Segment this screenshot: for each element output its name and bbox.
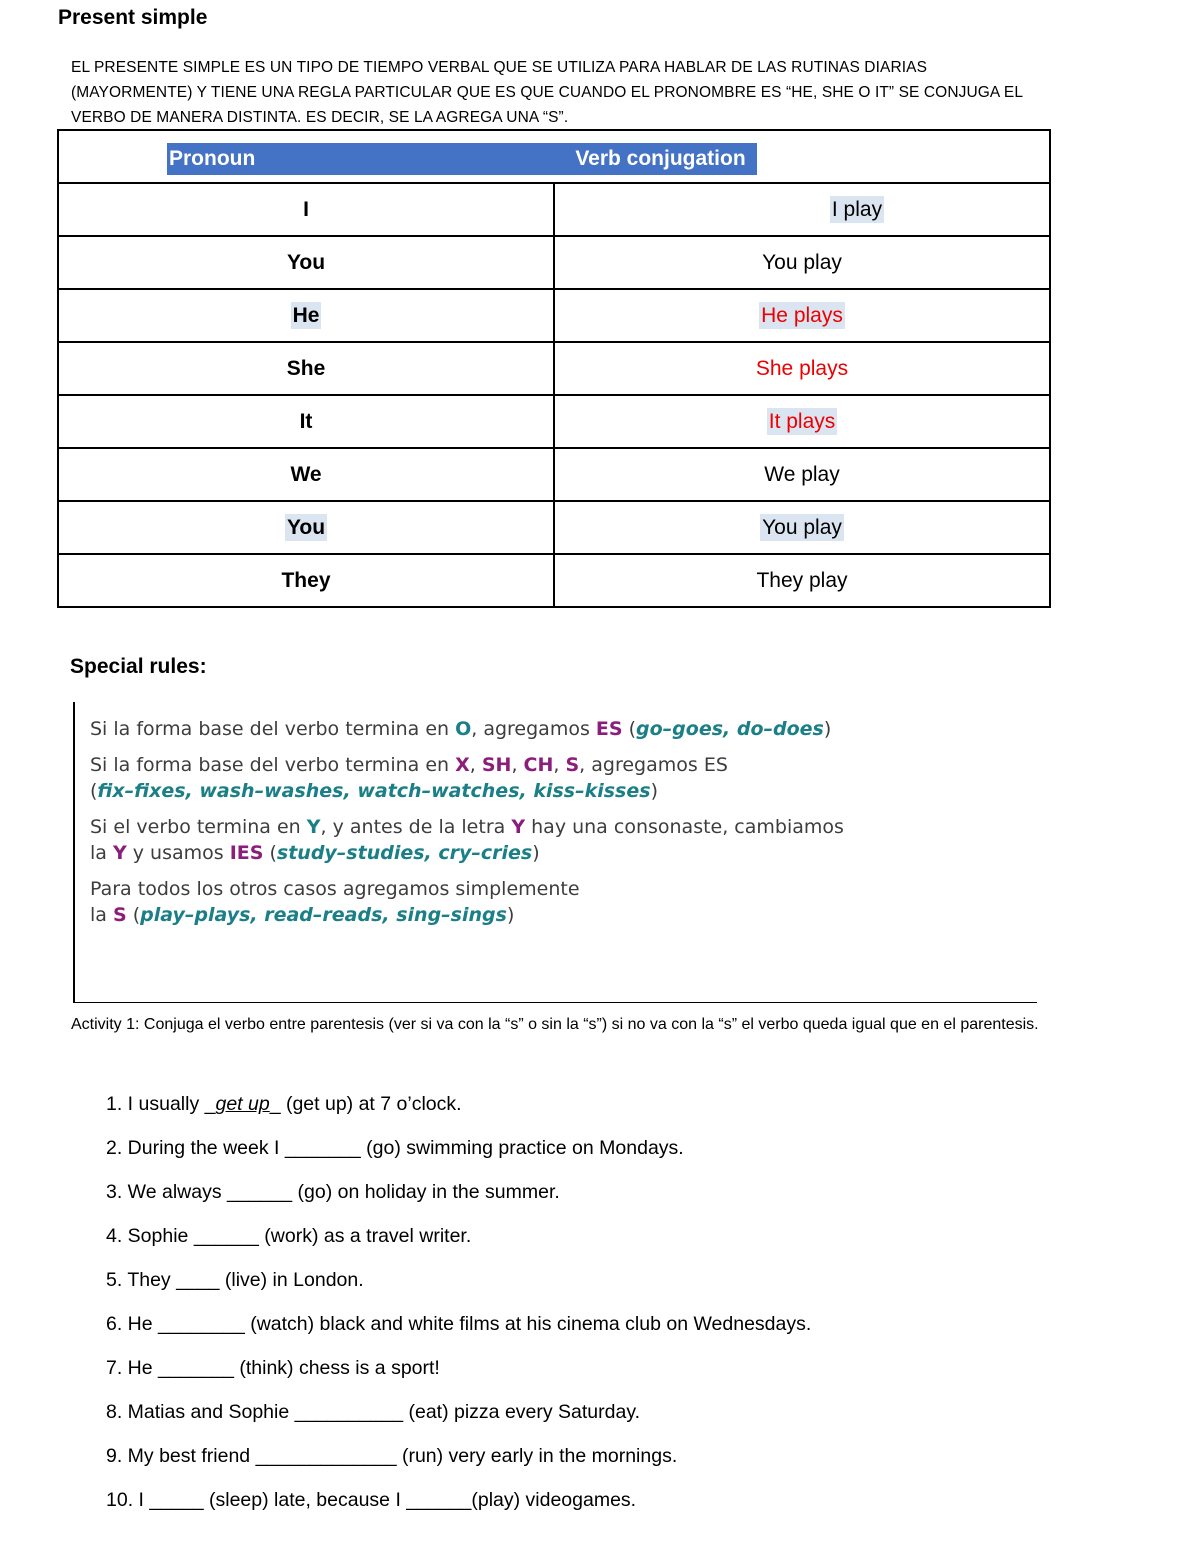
- pronoun-text: He: [292, 303, 320, 327]
- exercise-item: 5. They ____ (live) in London.: [106, 1269, 364, 1291]
- pronoun-text: You: [286, 250, 326, 274]
- exercise-item: 7. He _______ (think) chess is a sport!: [106, 1357, 440, 1379]
- pronoun-text: I: [303, 197, 309, 221]
- page-title: Present simple: [58, 6, 208, 29]
- pronoun-text: It: [299, 409, 313, 433]
- table-row: [58, 289, 1050, 342]
- verb-text: They play: [756, 568, 848, 592]
- pronoun-text: You: [286, 515, 326, 539]
- table-row: [58, 448, 1050, 501]
- verb-cell: [554, 501, 1050, 554]
- verb-cell: [554, 236, 1050, 289]
- pronoun-cell: [58, 342, 554, 395]
- special-rules-box: [73, 702, 1037, 1003]
- verb-cell: [554, 342, 1050, 395]
- verb-text: We play: [764, 462, 840, 486]
- pronoun-cell: [58, 395, 554, 448]
- rule-y-line: Si el verbo termina en Y, y antes de la letra Y hay una consonaste, cambiamos: [90, 816, 844, 838]
- rule-other-examples-line: la S (play–plays, read–reads, sing–sings): [90, 904, 515, 926]
- pronoun-text: She: [286, 356, 326, 380]
- exercise-item: 6. He ________ (watch) black and white films at his cinema club on Wednesdays.: [106, 1313, 812, 1335]
- intro-paragraph: EL PRESENTE SIMPLE ES UN TIPO DE TIEMPO VERBAL QUE SE UTILIZA PARA HABLAR DE LAS RUTINAS DIARIAS (MAYORMENTE) Y TIENE UNA REGLA PARTICULAR QUE ES QUE CUANDO EL PRONOMBRE ES “HE, SHE O IT” SE CONJUGA EL VERBO DE MANERA DISTINTA. ES DECIR, SE LA AGREGA UNA “S”.: [71, 59, 1023, 126]
- exercise-item: 4. Sophie ______ (work) as a travel writer.: [106, 1225, 472, 1247]
- exercise-item: 9. My best friend _____________ (run) very early in the mornings.: [106, 1445, 678, 1467]
- exercise-item: 1. I usually _get up_ (get up) at 7 o’clock.: [106, 1093, 462, 1115]
- conjugation-table: [57, 129, 1051, 608]
- rule-o-line: Si la forma base del verbo termina en O, agregamos ES (go–goes, do–does): [90, 718, 832, 740]
- exercise-item: 10. I _____ (sleep) late, because I ______(play) videogames.: [106, 1489, 637, 1511]
- verb-text: You play: [762, 515, 842, 539]
- header-verb-conjugation: Verb conjugation: [564, 143, 757, 175]
- rule-x-examples-line: (fix–fixes, wash–washes, watch–watches, kiss–kisses): [90, 780, 658, 802]
- header-pronoun: Pronoun: [167, 143, 724, 175]
- verb-cell: [554, 448, 1050, 501]
- rule-y-examples-line: la Y y usamos IES (study–studies, cry–cries): [90, 842, 540, 864]
- activity-instructions: Activity 1: Conjuga el verbo entre parentesis (ver si va con la “s” o sin la “s”) si no va con la “s” el verbo queda igual que en el parentesis.: [71, 1016, 1039, 1033]
- table-row: [58, 236, 1050, 289]
- special-rules-title: Special rules:: [70, 655, 207, 678]
- table-row: [58, 183, 1050, 236]
- table-row: [58, 554, 1050, 607]
- pronoun-cell: [58, 289, 554, 342]
- verb-cell: [554, 289, 1050, 342]
- table-row: [58, 501, 1050, 554]
- table-header-cell: [58, 130, 1050, 183]
- verb-text: I play: [831, 197, 883, 221]
- table-header-row: [58, 130, 1050, 183]
- pronoun-cell: [58, 554, 554, 607]
- table-row: [58, 395, 1050, 448]
- verb-text: It plays: [768, 409, 836, 433]
- verb-cell: [554, 183, 1050, 236]
- exercise-item: 8. Matias and Sophie __________ (eat) pizza every Saturday.: [106, 1401, 641, 1423]
- rule-x-sh-ch-s-line: Si la forma base del verbo termina en X, SH, CH, S, agregamos ES: [90, 754, 728, 776]
- pronoun-cell: [58, 236, 554, 289]
- pronoun-cell: [58, 501, 554, 554]
- exercise-item: 3. We always ______ (go) on holiday in the summer.: [106, 1181, 560, 1203]
- table-row: [58, 342, 1050, 395]
- verb-text: You play: [762, 250, 842, 274]
- exercise-list: [106, 1088, 811, 1528]
- rule-other-line: Para todos los otros casos agregamos simplemente: [90, 878, 580, 900]
- verb-text: She plays: [755, 356, 849, 380]
- pronoun-cell: [58, 448, 554, 501]
- verb-cell: [554, 554, 1050, 607]
- verb-text: He plays: [761, 303, 843, 327]
- pronoun-text: We: [290, 462, 322, 486]
- pronoun-cell: [58, 183, 554, 236]
- example-answer: get up: [215, 1093, 270, 1115]
- pronoun-text: They: [281, 568, 331, 592]
- verb-cell: [554, 395, 1050, 448]
- exercise-item: 2. During the week I _______ (go) swimming practice on Mondays.: [106, 1137, 684, 1159]
